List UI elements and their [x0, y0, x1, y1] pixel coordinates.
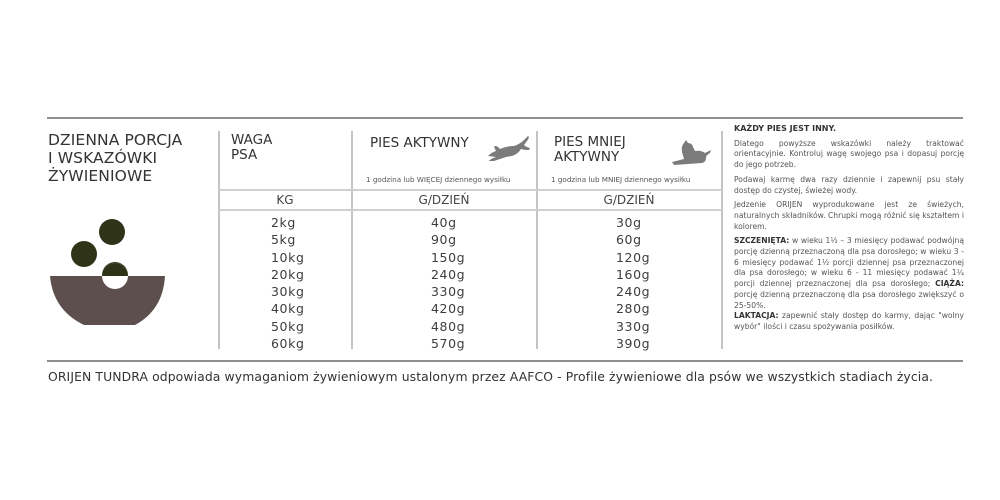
- active-dog-header: [370, 136, 469, 151]
- table-divider-1: [351, 131, 353, 349]
- weight-values: [271, 214, 304, 352]
- unit-divider: [219, 209, 722, 211]
- lactation-text: zapewnić stały dostęp do karmy, dając "wolny wybór" ilości i czasu spożywania posiłków.: [734, 311, 964, 331]
- info-paragraph-3: Jedzenie ORIJEN wyprodukowane jest ze świeżych, naturalnych składników. Chrupki mogą różnić się kształtem i kolorem.: [734, 200, 964, 231]
- unit-g-per-day-less-active: G/DZIEŃ: [603, 193, 655, 207]
- header-divider: [219, 189, 722, 191]
- table-cell: 420g: [431, 301, 466, 317]
- title-line-1: DZIENNA PORCJA: [48, 131, 183, 149]
- puppies-label: SZCZENIĘTA:: [734, 236, 790, 246]
- table-cell: 50kg: [271, 318, 305, 334]
- unit-g-per-day-active: G/DZIEŃ: [418, 193, 470, 207]
- table-cell: 120g: [616, 249, 651, 265]
- page-title: [48, 131, 182, 185]
- lying-dog-icon: [668, 138, 712, 170]
- table-cell: 5kg: [271, 232, 296, 248]
- weight-header-line-1: WAGA: [231, 132, 273, 148]
- pregnancy-text: porcję dzienną przeznaczoną dla psa dorosłego zwiększyć o 25-50%.: [734, 289, 964, 310]
- food-bowl-icon: [48, 215, 168, 330]
- table-cell: 20kg: [271, 266, 305, 282]
- table-cell: 150g: [431, 249, 466, 265]
- info-paragraph-life-stages: [734, 236, 964, 332]
- pregnancy-label: CIĄŻA:: [935, 279, 964, 289]
- table-cell: 330g: [616, 318, 651, 334]
- less-active-header-line-1: PIES MNIEJ: [554, 134, 626, 150]
- table-cell: 390g: [616, 336, 651, 352]
- running-dog-icon: [486, 134, 532, 168]
- less-active-header-line-2: AKTYWNY: [554, 149, 620, 165]
- table-cell: 570g: [431, 336, 466, 352]
- active-dog-note: 1 godzina lub WIĘCEJ dziennego wysiłku: [366, 175, 511, 184]
- unit-kg: KG: [276, 193, 294, 207]
- table-cell: 30kg: [271, 284, 305, 300]
- table-cell: 280g: [616, 301, 651, 317]
- table-border-left: [218, 131, 220, 349]
- table-cell: 40g: [431, 215, 457, 230]
- active-values: [431, 214, 465, 352]
- table-cell: 2kg: [271, 215, 296, 230]
- less-active-dog-header: [554, 135, 626, 165]
- bottom-divider: [47, 360, 963, 362]
- info-heading: KAŻDY PIES JEST INNY.: [734, 124, 836, 133]
- weight-header: [231, 133, 272, 163]
- table-cell: 60kg: [271, 336, 305, 352]
- less-active-values: [616, 214, 650, 352]
- title-line-2: I WSKAZÓWKI: [48, 149, 158, 167]
- table-cell: 90g: [431, 232, 457, 248]
- table-cell: 160g: [616, 266, 651, 282]
- table-cell: 30g: [616, 215, 642, 230]
- top-divider: [47, 117, 963, 119]
- table-cell: 60g: [616, 232, 642, 248]
- info-paragraph-2: Podawaj karmę dwa razy dziennie i zapewnij psu stały dostęp do czystej, świeżej wody.: [734, 174, 964, 195]
- table-border-right: [721, 131, 723, 349]
- puppies-text: w wieku 1½ – 3 miesięcy podawać podwójną porcję dzienną przeznaczoną dla psa dorosłego; w wieku 3 - 6 miesięcy podawać 1½ porcji dziennej psa przeznaczonej dla psa dorosłego; w wieku 6 - 11 miesięcy podawać 1¼ porcji dziennej przeznaczonej dla psa dorosłego;: [734, 236, 964, 289]
- table-cell: 480g: [431, 318, 466, 334]
- active-header-line-1: PIES AKTYWNY: [370, 135, 469, 151]
- table-divider-2: [536, 131, 538, 349]
- table-cell: 240g: [616, 284, 651, 300]
- feeding-info-panel: [734, 124, 964, 337]
- table-cell: 330g: [431, 284, 466, 300]
- table-cell: 240g: [431, 266, 466, 282]
- less-active-dog-note: 1 godzina lub MNIEJ dziennego wysiłku: [551, 175, 691, 184]
- title-line-3: ŻYWIENIOWE: [48, 167, 153, 185]
- lactation-label: LAKTACJA:: [734, 311, 779, 321]
- table-cell: 10kg: [271, 249, 305, 265]
- aafco-statement: ORIJEN TUNDRA odpowiada wymaganiom żywieniowym ustalonym przez AAFCO - Profile żywieniowe dla psów we wszystkich stadiach życia.: [48, 369, 934, 384]
- weight-header-line-2: PSA: [231, 147, 258, 163]
- info-paragraph-1: Dlatego powyższe wskazówki należy traktować orientacyjnie. Kontroluj wagę swojego psa i dopasuj porcję do jego potrzeb.: [734, 138, 964, 170]
- table-cell: 40kg: [271, 301, 305, 317]
